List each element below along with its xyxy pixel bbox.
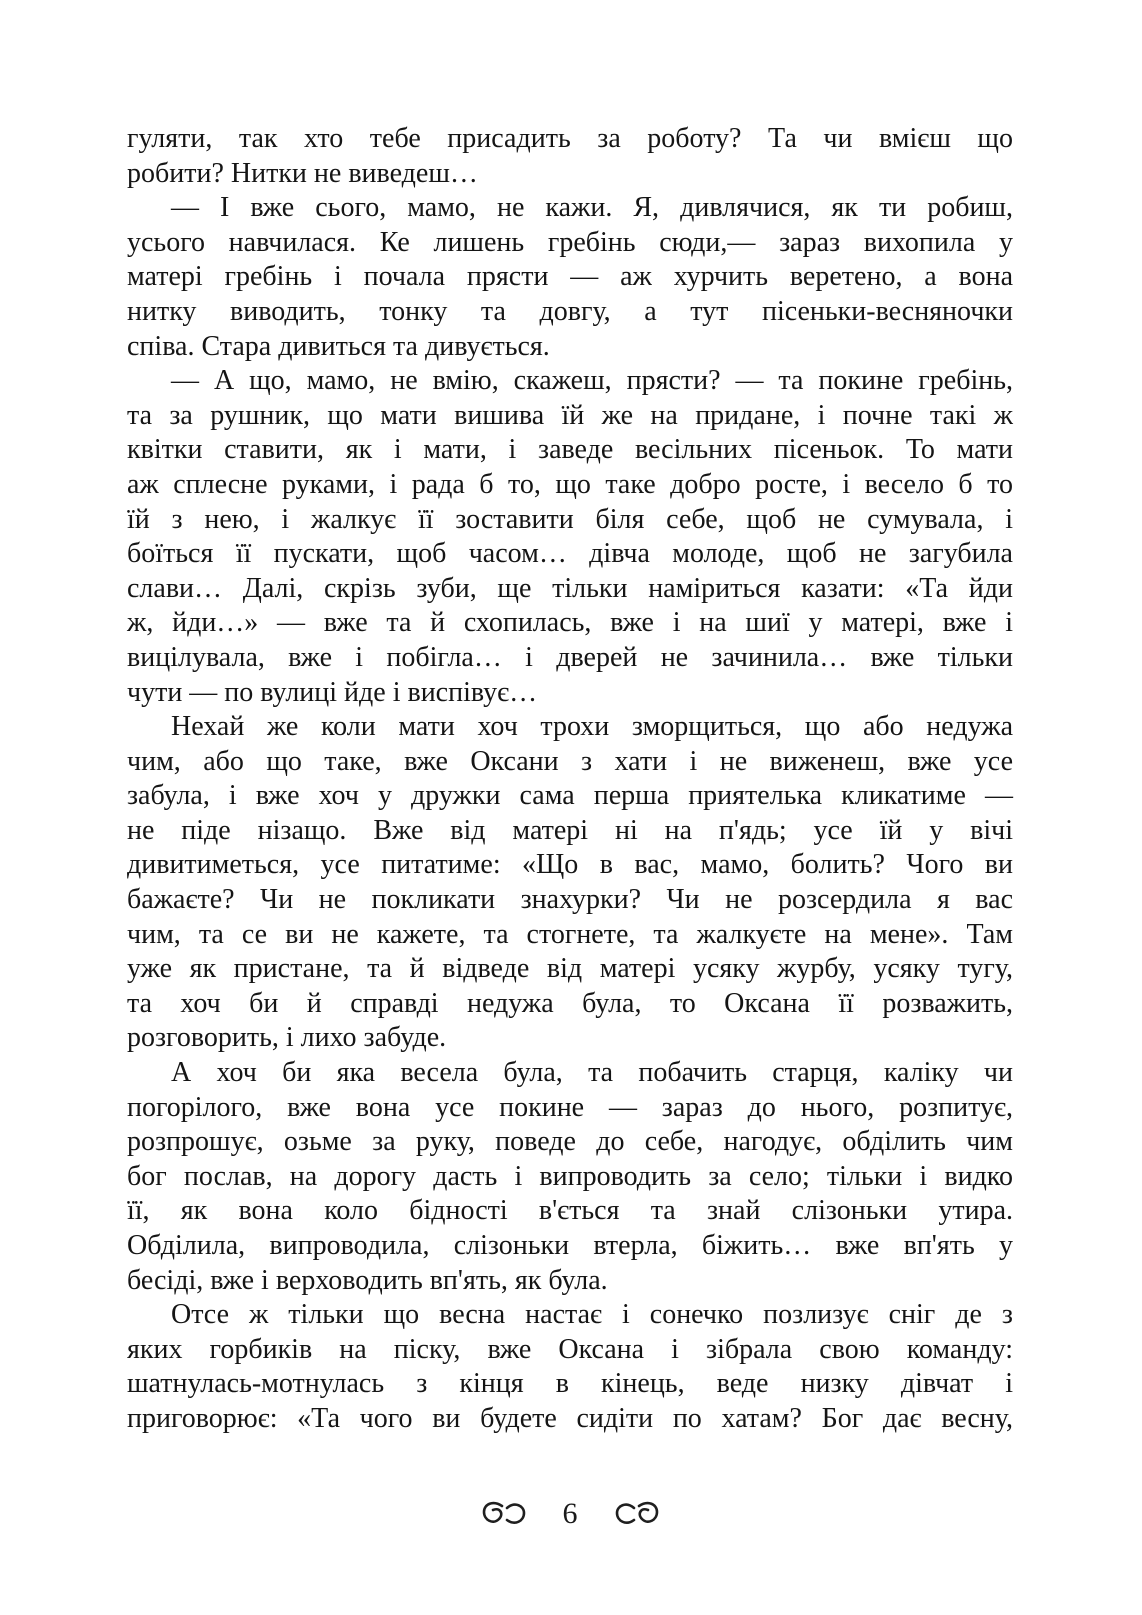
- text-line: — І вже сього, мамо, не кажи. Я, дивлячися, як ти робиш,: [171, 192, 1013, 224]
- text-line: Нехай же коли мати хоч трохи зморщиться, що або недужа: [171, 711, 1013, 743]
- text-line: яких горбиків на піску, вже Оксана і зібрала свою команду:: [127, 1333, 1013, 1365]
- text-line: робити? Нитки не виведеш…: [127, 157, 478, 189]
- text-line: нитку виводить, тонку та довгу, а тут пісеньки-весняночки: [127, 295, 1013, 327]
- text-line: гуляти, так хто тебе присадить за роботу? Та чи вмієш що: [127, 123, 1013, 154]
- text-line: їй з нею, і жалкує її зоставити біля себе, щоб не сумувала, і: [127, 503, 1013, 535]
- text-line: Отсе ж тільки що весна настає і сонечко позлизує сніг де з: [171, 1299, 1013, 1331]
- text-line: забула, і вже хоч у дружки сама перша приятелька кликатиме —: [127, 780, 1013, 812]
- text-line: усього навчилася. Ке лишень гребінь сюди,— зараз вихопила у: [127, 226, 1013, 258]
- text-line: приговорює: «Та чого ви будете сидіти по хатам? Бог дає весну,: [127, 1402, 1013, 1434]
- text-line: А хоч би яка весела була, та побачить старця, каліку чи: [171, 1057, 1013, 1089]
- text-line: Обділила, випроводила, слізоньки втерла, біжить… вже вп'ять у: [127, 1230, 1013, 1261]
- text-line: — А що, мамо, не вмію, скажеш, прясти? — та покине гребінь,: [171, 365, 1013, 397]
- page-text-block: [127, 122, 1013, 1437]
- text-line: шатнулась-мотнулась з кінця в кінець, веде низку дівчат і: [127, 1368, 1013, 1400]
- text-line: та за рушник, що мати вишива їй же на придане, і почне такі ж: [127, 399, 1013, 431]
- text-line: аж сплесне руками, і рада б то, що таке добро росте, і весело б то: [127, 468, 1013, 500]
- text-line: не піде нізащо. Вже від матері ні на п'ядь; усе їй у вічі: [127, 814, 1013, 846]
- swash-fleuron-right-icon: [614, 1500, 660, 1528]
- text-line: бесіді, вже і верховодить вп'ять, як була.: [127, 1264, 608, 1296]
- text-line: матері гребінь і почала прясти — аж хурчить веретено, а вона: [127, 261, 1013, 293]
- swash-fleuron-left-icon: [481, 1500, 527, 1528]
- text-line: розпрошує, озьме за руку, поведе до себе, нагодує, обділить чим: [127, 1126, 1013, 1158]
- text-line: погорілого, вже вона усе покине — зараз до нього, розпитує,: [127, 1091, 1013, 1123]
- text-line: бажаєте? Чи не покликати знахурки? Чи не розсердила я вас: [127, 884, 1013, 916]
- text-line: квітки ставити, як і мати, і заведе весільних пісеньок. То мати: [127, 434, 1013, 466]
- text-line: боїться її пускати, щоб часом… дівча молоде, щоб не загубила: [127, 538, 1013, 570]
- text-line: уже як пристане, та й відведе від матері усяку журбу, усяку тугу,: [127, 953, 1013, 985]
- text-line: співа. Стара дивиться та дивується.: [127, 330, 550, 362]
- text-line: дивитиметься, усе питатиме: «Що в вас, мамо, болить? Чого ви: [127, 849, 1013, 881]
- text-line: чим, та се ви не кажете, та стогнете, та жалкуєте на мене». Там: [127, 918, 1013, 950]
- text-line: чим, або що таке, вже Оксани з хати і не виженеш, вже усе: [127, 745, 1013, 777]
- text-line: ж, йди…» — вже та й схопилась, вже і на шиї у матері, вже і: [127, 607, 1013, 639]
- text-line: її, як вона коло бідності в'ється та знай слізоньки утира.: [127, 1195, 1013, 1227]
- text-line: та хоч би й справді недужа була, то Оксана її розважить,: [127, 987, 1013, 1019]
- text-line: чути — по вулиці йде і виспівує…: [127, 676, 538, 708]
- text-line: розговорить, і лихо забуде.: [127, 1022, 447, 1054]
- text-line: слави… Далі, скрізь зуби, ще тільки наміриться казати: «Та йди: [127, 572, 1013, 604]
- text-line: бог послав, на дорогу дасть і випроводить за село; тільки і видко: [127, 1160, 1013, 1192]
- text-line: вицілувала, вже і побігла… і дверей не зачинила… вже тільки: [127, 641, 1013, 673]
- page-number: 6: [562, 1497, 578, 1530]
- page-footer: [127, 1492, 1013, 1536]
